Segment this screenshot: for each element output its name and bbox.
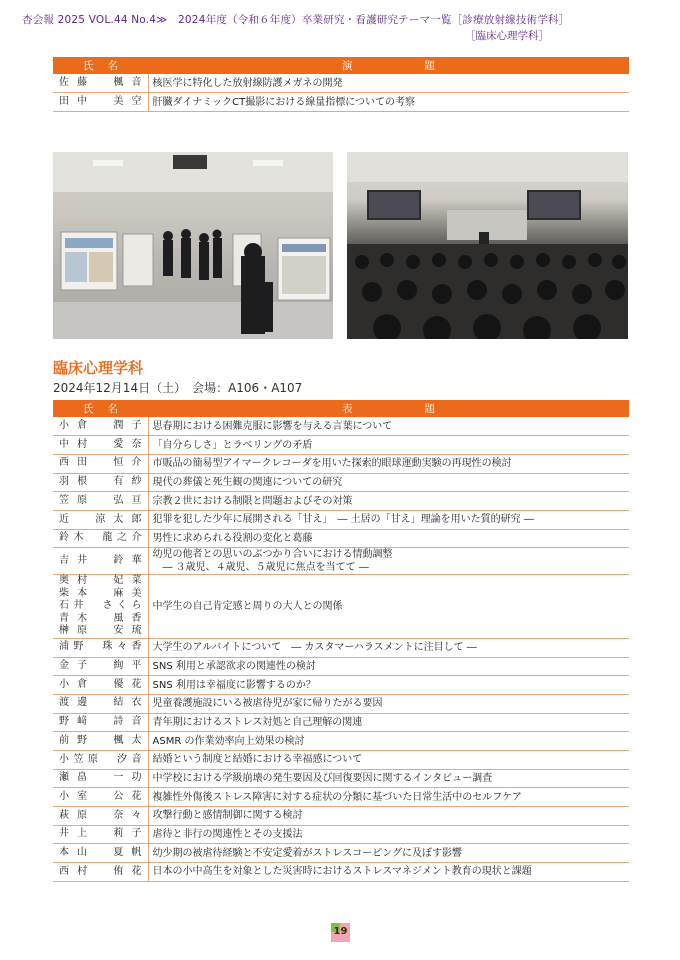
- author-names: [53, 825, 148, 844]
- topic-title: [148, 575, 629, 639]
- topic-line: SNS 利用と承認欲求の関連性の検討: [152, 660, 316, 672]
- author-name: 田中 美空: [59, 95, 142, 107]
- psychology-topic-table: [53, 400, 629, 882]
- author-name: 前野 楓太: [59, 734, 142, 746]
- author-name: 近 涼太郎: [59, 513, 142, 525]
- author-names: [53, 638, 148, 657]
- radiology-topic-table: [53, 57, 629, 112]
- topic-title: [148, 732, 629, 751]
- presentation-lecture-photo: [347, 152, 628, 339]
- topic-line: 思春期における困難克服に影響を与える言葉について: [152, 420, 393, 432]
- psychology-table-body: [53, 417, 629, 881]
- author-name: 萩原 奈々: [59, 809, 142, 821]
- author-names: [53, 788, 148, 807]
- radiology-table-body: [53, 74, 629, 111]
- author-name: 瀬畠 一功: [59, 772, 142, 784]
- topic-line: 大学生のアルバイトについて ― カスタマーハラスメントに注目して ―: [152, 642, 477, 654]
- author-names: [53, 548, 148, 575]
- topic-title: [148, 436, 629, 455]
- table-row: [53, 417, 629, 436]
- author-names: [53, 74, 148, 93]
- topic-title: [148, 694, 629, 713]
- topic-line: 現代の葬儀と死生観の関連についての研究: [152, 476, 343, 488]
- topic-title: [148, 548, 629, 575]
- table-row: [53, 788, 629, 807]
- topic-title: [148, 863, 629, 882]
- author-name: 青木 風香: [59, 612, 142, 624]
- author-name: 野﨑 詩音: [59, 716, 142, 728]
- topic-title: [148, 492, 629, 511]
- table-row: [53, 807, 629, 826]
- author-names: [53, 492, 148, 511]
- author-names: [53, 575, 148, 639]
- topic-line: 犯罪を犯した少年に展開される「甘え」 ― 土居の「甘え」理論を用いた質的研究 ―: [152, 514, 534, 526]
- table-row: [53, 638, 629, 657]
- table-row: [53, 769, 629, 788]
- topic-title: [148, 510, 629, 529]
- section-date-venue: 2024年12月14日（土） 会場：A106・A107: [53, 381, 303, 395]
- table-row: [53, 657, 629, 676]
- topic-title: [148, 676, 629, 695]
- author-name: 小倉 潤子: [59, 419, 142, 431]
- author-name: 金子 絢平: [59, 660, 142, 672]
- poster-session-photo: [53, 152, 333, 339]
- running-header-department: ［臨床心理学科］: [465, 30, 549, 42]
- author-names: [53, 807, 148, 826]
- table-row: [53, 529, 629, 548]
- topic-line: 児童養護施設にいる被虐待児が家に帰りたがる要因: [152, 698, 383, 710]
- topic-line: 幼少期の被虐待経験と不安定愛着がストレスコーピングに及ぼす影響: [152, 847, 462, 859]
- topic-line: 青年期におけるストレス対処と自己理解の関連: [152, 716, 363, 728]
- author-name: 小笠原 汐音: [59, 753, 142, 765]
- topic-line: 複雑性外傷後ストレス障害に対する症状の分類に基づいた日常生活中のセルフケア: [152, 791, 522, 803]
- author-name: 柴本 麻美: [59, 587, 142, 599]
- author-names: [53, 454, 148, 473]
- topic-title: [148, 825, 629, 844]
- topic-title: [148, 713, 629, 732]
- table-row: [53, 93, 629, 112]
- name-column-header: 氏名: [53, 400, 148, 417]
- author-names: [53, 657, 148, 676]
- topic-title: [148, 454, 629, 473]
- author-name: 鈴木 龍之介: [59, 532, 142, 544]
- author-name: 中村 愛奈: [59, 438, 142, 450]
- author-names: [53, 529, 148, 548]
- topic-line: 中学生の自己肯定感と周りの大人との関係: [152, 601, 343, 613]
- topic-line: SNS 利用は幸福度に影響するのか？: [152, 679, 316, 691]
- table-row: [53, 548, 629, 575]
- author-names: [53, 844, 148, 863]
- author-name: 井上 莉子: [59, 828, 142, 840]
- table-row: [53, 844, 629, 863]
- topic-title: [148, 74, 629, 93]
- table-row: [53, 74, 629, 93]
- topic-column-header: 表題: [148, 400, 629, 417]
- author-name: 榊原 安琉: [59, 625, 142, 637]
- topic-title: [148, 473, 629, 492]
- table-row: [53, 732, 629, 751]
- table-row: [53, 575, 629, 639]
- table-row: [53, 750, 629, 769]
- topic-title: [148, 807, 629, 826]
- topic-title: [148, 750, 629, 769]
- name-column-header: 氏名: [53, 57, 148, 74]
- table-header-row: [53, 57, 629, 74]
- author-names: [53, 93, 148, 112]
- author-name: 西田 恒介: [59, 457, 142, 469]
- table-row: [53, 454, 629, 473]
- topic-line: 結婚という制度と結婚における幸福感について: [152, 754, 363, 766]
- topic-title: [148, 657, 629, 676]
- topic-title: [148, 844, 629, 863]
- author-names: [53, 694, 148, 713]
- topic-title: [148, 529, 629, 548]
- topic-line: 核医学に特化した放射線防護メガネの開発: [152, 77, 343, 89]
- running-header: 杏会報 2025 VOL.44 No.4≫ 2024年度（令和６年度）卒業研究・看護研究テーマ一覧［診療放射線技術学科］: [22, 14, 570, 26]
- topic-line: 「自分らしさ」とラベリングの矛盾: [152, 439, 313, 451]
- author-name: 笠原 弘亘: [59, 494, 142, 506]
- topic-line: 攻撃行動と感情制御に関する検討: [152, 810, 303, 822]
- topic-column-header: 演題: [148, 57, 629, 74]
- page-number: 19: [333, 926, 348, 937]
- topic-line: 肝臓ダイナミックCT撮影における線量指標についての考察: [152, 96, 415, 108]
- topic-line: ― ３歳児、４歳児、５歳児に焦点を当てて ―: [152, 562, 369, 574]
- table-row: [53, 436, 629, 455]
- table-row: [53, 863, 629, 882]
- author-name: 小倉 優花: [59, 678, 142, 690]
- topic-title: [148, 93, 629, 112]
- author-names: [53, 676, 148, 695]
- page-number-badge: [331, 923, 350, 942]
- topic-line: 市販品の簡易型アイマークレコーダを用いた探索的眼球運動実験の再現性の検討: [152, 458, 512, 470]
- author-name: 吉井 鈴華: [59, 555, 142, 567]
- topic-line: 中学校における学級崩壊の発生要因及び回復要因に関するインタビュー調査: [152, 772, 493, 784]
- author-names: [53, 750, 148, 769]
- topic-title: [148, 769, 629, 788]
- table-row: [53, 825, 629, 844]
- topic-line: 宗教２世における制限と問題およびその対策: [152, 495, 353, 507]
- topic-title: [148, 638, 629, 657]
- author-name: 西村 侑花: [59, 865, 142, 877]
- author-name: 羽根 有紗: [59, 476, 142, 488]
- author-name: 奥村 妃菜: [59, 575, 142, 587]
- topic-line: 日本の小中高生を対象とした災害時におけるストレスマネジメント教育の現状と課題: [152, 866, 532, 878]
- topic-line: 幼児の他者との思いのぶつかり合いにおける情動調整: [152, 549, 393, 561]
- table-row: [53, 492, 629, 511]
- author-name: 浦野 珠々香: [59, 641, 142, 653]
- topic-line: 男性に求められる役割の変化と葛藤: [152, 532, 313, 544]
- topic-title: [148, 788, 629, 807]
- table-row: [53, 713, 629, 732]
- author-names: [53, 510, 148, 529]
- author-names: [53, 769, 148, 788]
- author-names: [53, 863, 148, 882]
- topic-line: ASMR の作業効率向上効果の検討: [152, 735, 305, 747]
- author-name: 石井 さくら: [59, 600, 142, 612]
- author-name: 渡邊 結衣: [59, 697, 142, 709]
- table-row: [53, 694, 629, 713]
- table-row: [53, 473, 629, 492]
- author-name: 小室 公花: [59, 790, 142, 802]
- author-names: [53, 713, 148, 732]
- author-names: [53, 473, 148, 492]
- topic-line: 虐待と非行の関連性とその支援法: [152, 829, 303, 841]
- table-row: [53, 676, 629, 695]
- author-names: [53, 732, 148, 751]
- table-row: [53, 510, 629, 529]
- topic-title: [148, 417, 629, 436]
- author-name: 佐藤 楓音: [59, 76, 142, 88]
- author-names: [53, 436, 148, 455]
- author-name: 本山 夏帆: [59, 846, 142, 858]
- table-header-row: [53, 400, 629, 417]
- section-title: 臨床心理学科: [53, 359, 144, 377]
- author-names: [53, 417, 148, 436]
